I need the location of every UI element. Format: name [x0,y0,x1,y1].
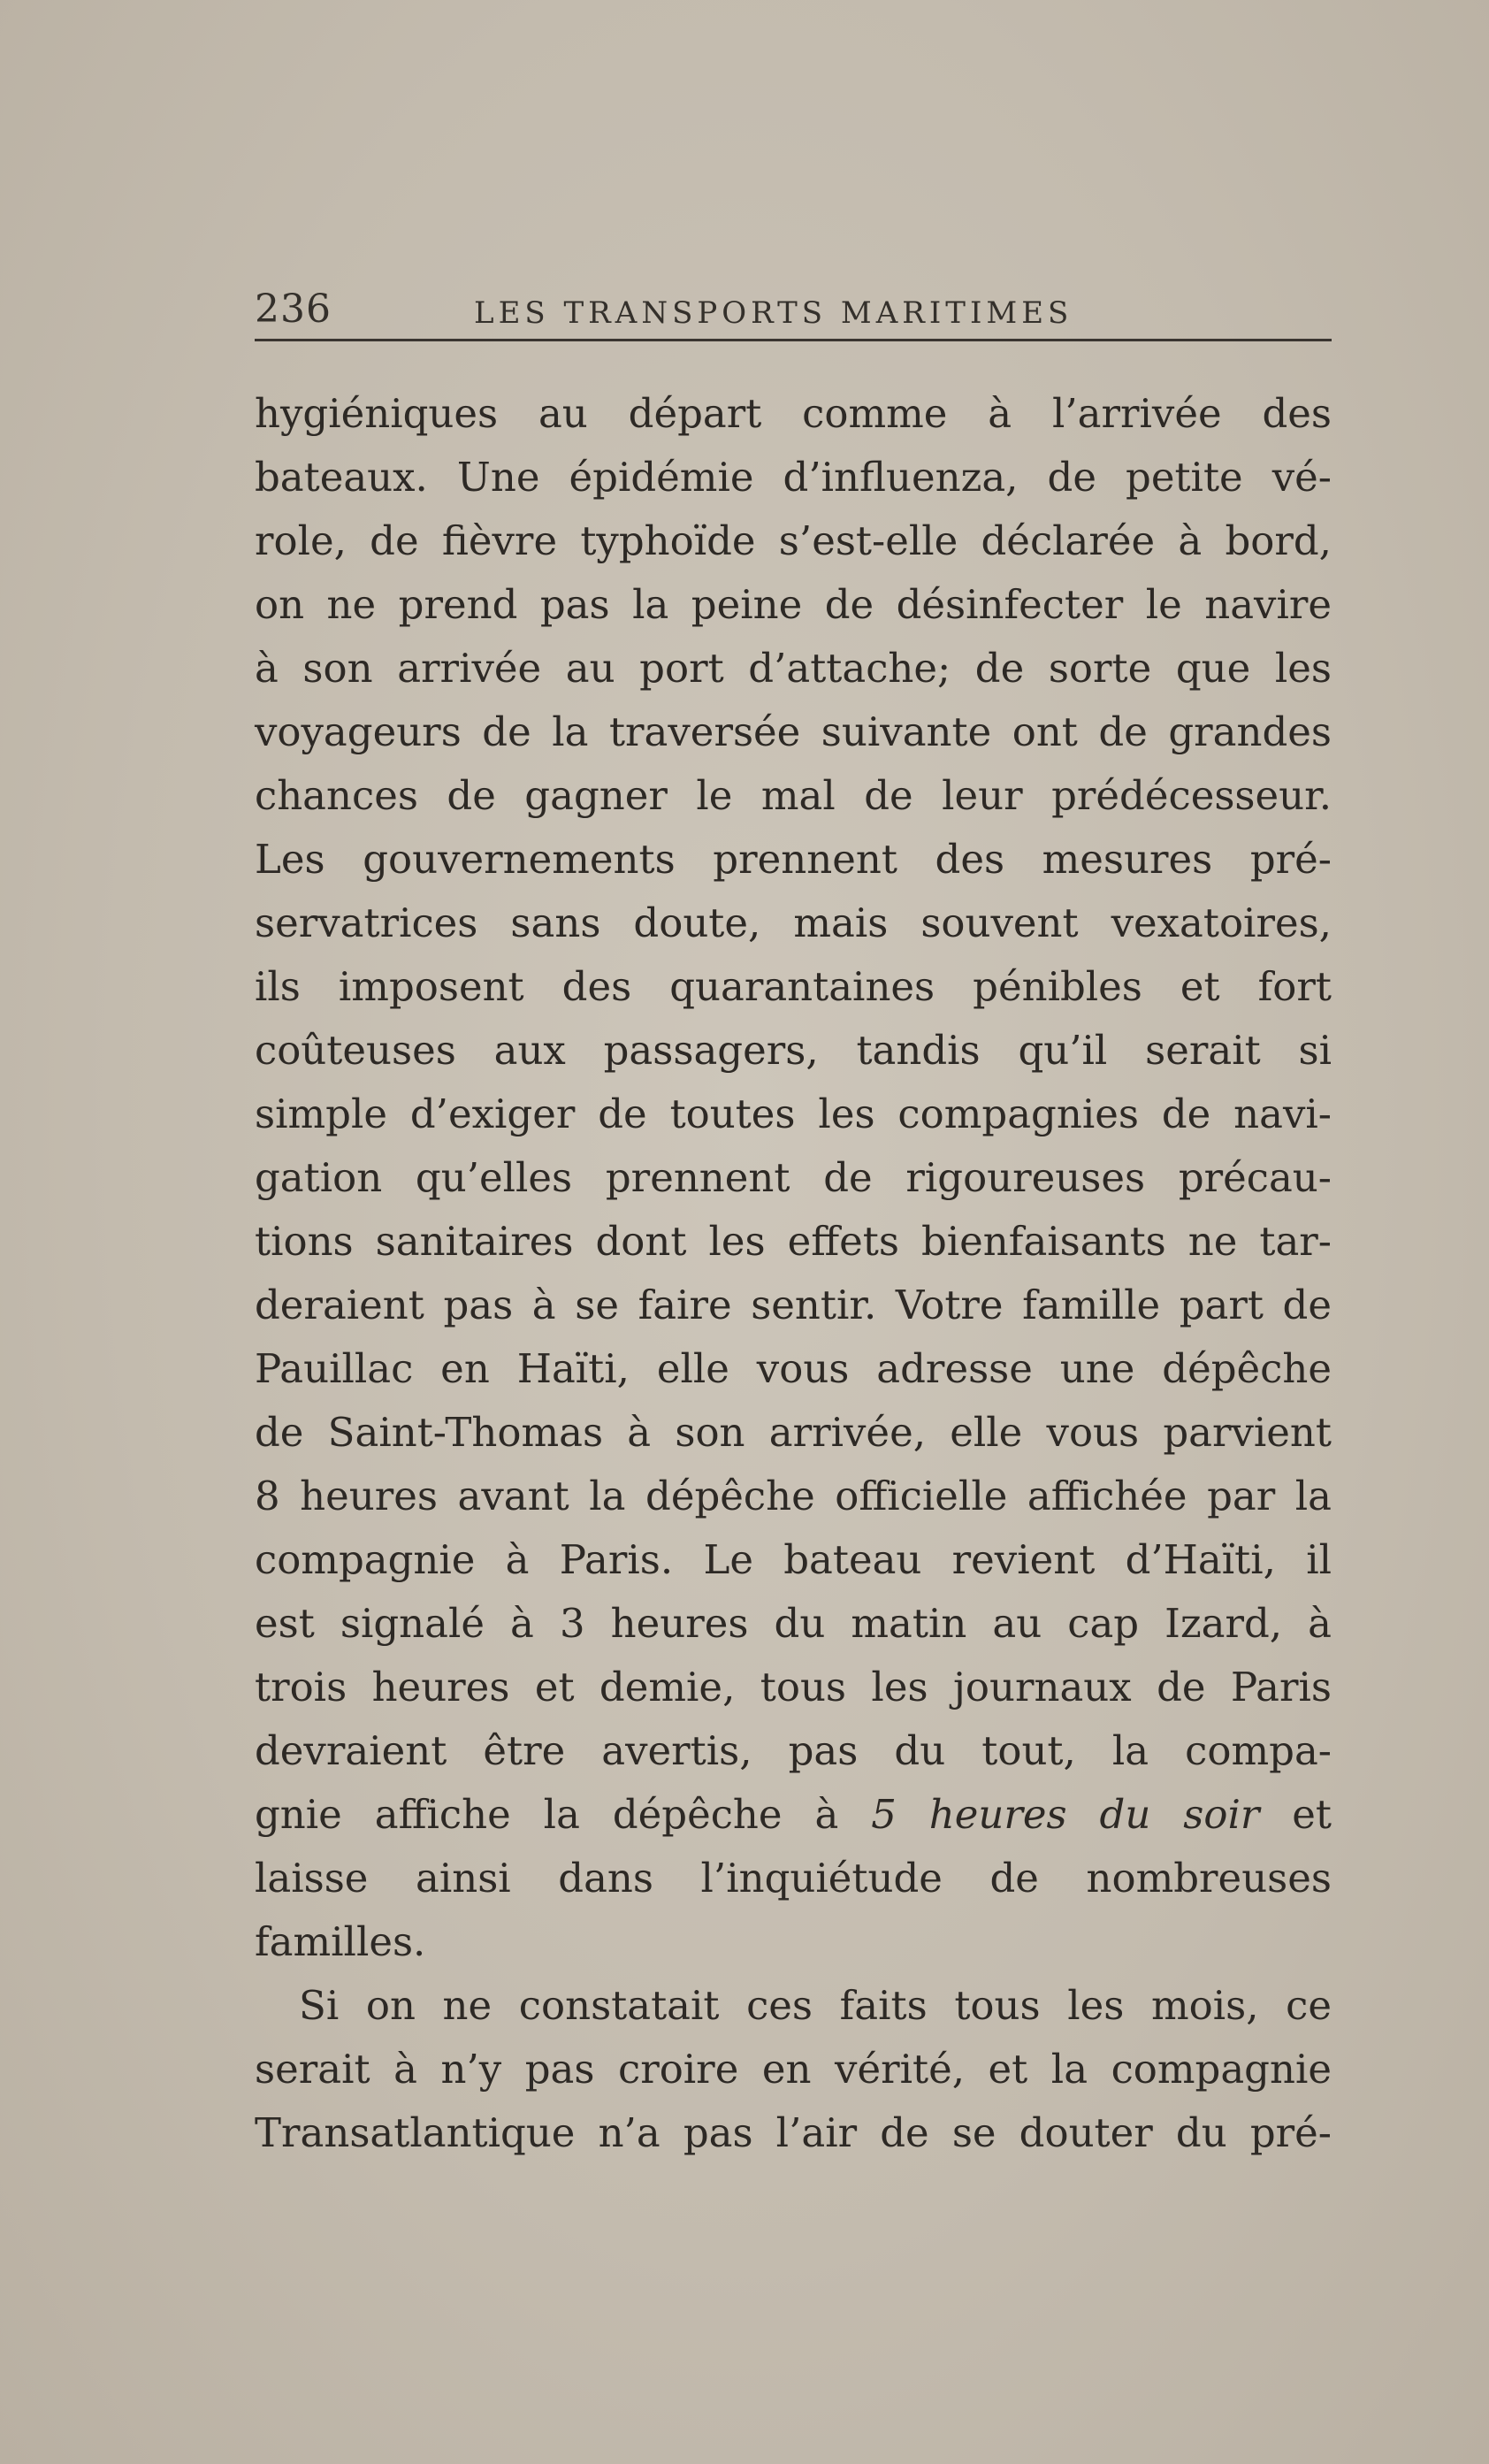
text-line: laisse ainsi dans l’inquiétude de nombreuses [255,1855,1332,1902]
text-line: tions sanitaires dont les effets bienfaisants ne tar- [255,1218,1332,1265]
header-rule [255,339,1332,341]
text-line: est signalé à 3 heures du matin au cap Izard, à [255,1600,1332,1647]
text-line: serait à n’y pas croire en vérité, et la compagnie [255,2046,1332,2093]
page-header [255,281,1332,334]
text-line: chances de gagner le mal de leur prédécesseur. [255,772,1332,819]
text-line: de Saint-Thomas à son arrivée, elle vous parvient [255,1409,1332,1456]
text-line: simple d’exiger de toutes les compagnies de navi- [255,1090,1332,1137]
running-title: LES TRANSPORTS MARITIMES [474,295,1073,331]
text-line: gation qu’elles prennent de rigoureuses précau- [255,1154,1332,1201]
text-line: trois heures et demie, tous les journaux de Paris [255,1664,1332,1710]
text-line-with-italic [255,1783,1332,1847]
text-line: compagnie à Paris. Le bateau revient d’Haïti, il [255,1536,1332,1583]
text-segment: et [1259,1791,1332,1838]
text-line: devraient être avertis, pas du tout, la compa- [255,1727,1332,1774]
text-line: hygiéniques au départ comme à l’arrivée des [255,390,1332,437]
text-line: bateaux. Une épidémie d’influenza, de petite vé- [255,454,1332,501]
text-line: Les gouvernements prennent des mesures pré- [255,836,1332,883]
page-number: 236 [255,287,332,332]
text-segment: gnie affiche la dépêche à [255,1791,872,1838]
text-line: Si on ne constatait ces faits tous les mois, ce [299,1982,1332,2029]
text-line: à son arrivée au port d’attache; de sorte que les [255,645,1332,692]
paragraph-end-line: familles. [255,1918,426,1965]
text-line: ils imposent des quarantaines pénibles et fort [255,963,1332,1010]
text-line: 8 heures avant la dépêche officielle affichée par la [255,1473,1332,1519]
text-line: on ne prend pas la peine de désinfecter le navire [255,581,1332,628]
text-line: role, de fièvre typhoïde s’est-elle déclarée à bord, [255,517,1332,564]
text-line: voyageurs de la traversée suivante ont de grandes [255,708,1332,755]
text-line: coûteuses aux passagers, tandis qu’il serait si [255,1027,1332,1074]
text-line: servatrices sans doute, mais souvent vexatoires, [255,899,1332,946]
italic-segment: 5 heures du soir [871,1791,1260,1838]
text-line: deraient pas à se faire sentir. Votre famille part de [255,1282,1332,1328]
paragraph-indent [255,1974,1332,2038]
text-line: Transatlantique n’a pas l’air de se douter du pré- [255,2109,1332,2156]
text-line: Pauillac en Haïti, elle vous adresse une dépêche [255,1345,1332,1392]
